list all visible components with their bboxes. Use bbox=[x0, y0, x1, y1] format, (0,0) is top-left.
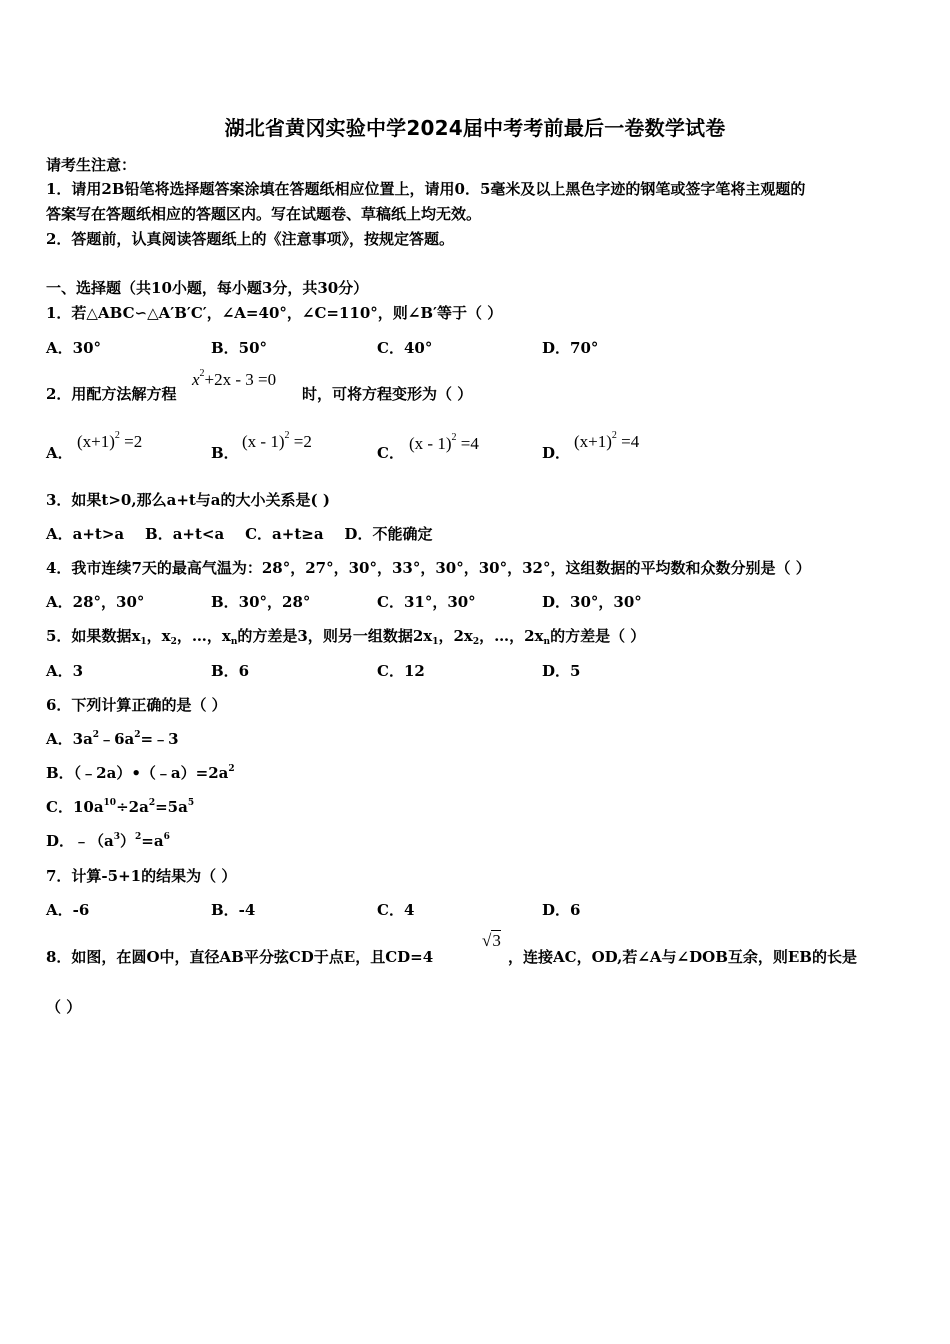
question-7-option-b: B．-4 bbox=[211, 901, 256, 919]
question-2-option-b: (x - 1)$^2$ =2 bbox=[242, 430, 312, 451]
question-1-stem: 1．若△ABC∽△A′B′C′，∠A=40°，∠C=110°，则∠B′等于（ ） bbox=[46, 304, 503, 322]
question-5-option-b: B．6 bbox=[211, 662, 250, 680]
question-1-option-c: C．40° bbox=[377, 339, 433, 357]
question-2-option-a: $(x+1)^2 =2$ bbox=[77, 430, 143, 451]
question-5-option-c: C．12 bbox=[377, 662, 425, 680]
section-heading: 一、选择题（共10小题，每小题3分，共30分） bbox=[46, 279, 369, 297]
question-1-option-a: A．30° bbox=[46, 339, 102, 357]
question-2-option-d: $(x+1)^2 =4$ bbox=[574, 430, 640, 451]
question-5-option-d: D．5 bbox=[542, 662, 581, 680]
question-4-option-a: A．28°，30° bbox=[46, 593, 145, 611]
question-7-option-c: C．4 bbox=[377, 901, 415, 919]
question-6-option-c: C．$10a^{10}\div 2a^2=5a^5$ bbox=[46, 798, 195, 816]
question-4-stem: 4．我市连续7天的最高气温为：28°，27°，30°，33°，30°，30°，32°，这组数据的平均数和众数分别是（ ） bbox=[46, 559, 811, 577]
question-1-option-d: D．70° bbox=[542, 339, 599, 357]
question-7-stem: 7．计算-5+1的结果为（ ） bbox=[46, 867, 237, 885]
question-8-bracket: （ ） bbox=[46, 998, 82, 1016]
question-2-option-c: (x - 1)$^2$ =4 bbox=[409, 432, 479, 453]
notice-line-1b: 答案写在答题纸相应的答题区内。写在试题卷、草稿纸上均无效。 bbox=[46, 205, 482, 223]
question-2-label-c: C． bbox=[377, 444, 404, 462]
question-3-stem: 3．如果t>0,那么a+t与a的大小关系是( ) bbox=[46, 491, 330, 509]
question-7-option-a: A．-6 bbox=[46, 901, 90, 919]
question-2-label-a: A． bbox=[46, 444, 73, 462]
question-3-options: A．a+t>a B．a+t<a C．a+t≥a D．不能确定 bbox=[46, 525, 433, 543]
question-8-sqrt: √3 bbox=[482, 931, 501, 950]
question-2-equation: $x^2+2x - 3 =0$ bbox=[192, 368, 277, 389]
question-8-stem-suffix: ，连接AC，OD,若∠A与∠DOB互余，则EB的长是 bbox=[508, 948, 857, 966]
question-6-option-d: D．$﹣(a^3)^2=a^6$ bbox=[46, 832, 170, 850]
question-6-option-b: B．$(﹣2a)•(﹣a)=2a^2$ bbox=[46, 764, 235, 782]
question-8-stem-prefix: 8．如图，在圆O中，直径AB平分弦CD于点E，且CD=4 bbox=[46, 948, 434, 966]
question-1-option-b: B．50° bbox=[211, 339, 268, 357]
question-2-label-b: B． bbox=[211, 444, 239, 462]
question-4-option-c: C．31°，30° bbox=[377, 593, 476, 611]
notice-line-2: 2．答题前，认真阅读答题纸上的《注意事项》，按规定答题。 bbox=[46, 230, 454, 248]
question-4-option-b: B．30°，28° bbox=[211, 593, 311, 611]
question-4-option-d: D．30°，30° bbox=[542, 593, 642, 611]
question-6-stem: 6．下列计算正确的是（ ） bbox=[46, 696, 227, 714]
question-7-option-d: D．6 bbox=[542, 901, 581, 919]
notice-line-1a: 1．请用2B铅笔将选择题答案涂填在答题纸相应位置上，请用0．5毫米及以上黑色字迹的钢笔或签字笔将主观题的 bbox=[46, 180, 806, 198]
question-2-stem-suffix: 时，可将方程变形为（ ） bbox=[302, 385, 473, 403]
question-2-label-d: D． bbox=[542, 444, 571, 462]
question-2-stem-prefix: 2．用配方法解方程 bbox=[46, 385, 177, 403]
notice-heading: 请考生注意： bbox=[46, 156, 137, 174]
question-5-stem: 5．如果数据$x_1$，$x_2$，…，$x_n$的方差是3，则另一组数据$2x_1$，$2x_2$，…，$2x_n$的方差是（ ） bbox=[46, 627, 646, 647]
question-5-option-a: A．3 bbox=[46, 662, 84, 680]
page-title: 湖北省黄冈实验中学2024届中考考前最后一卷数学试卷 bbox=[224, 116, 726, 140]
question-6-option-a: A．$3a^2﹣6a^2=﹣3$ bbox=[46, 730, 179, 748]
